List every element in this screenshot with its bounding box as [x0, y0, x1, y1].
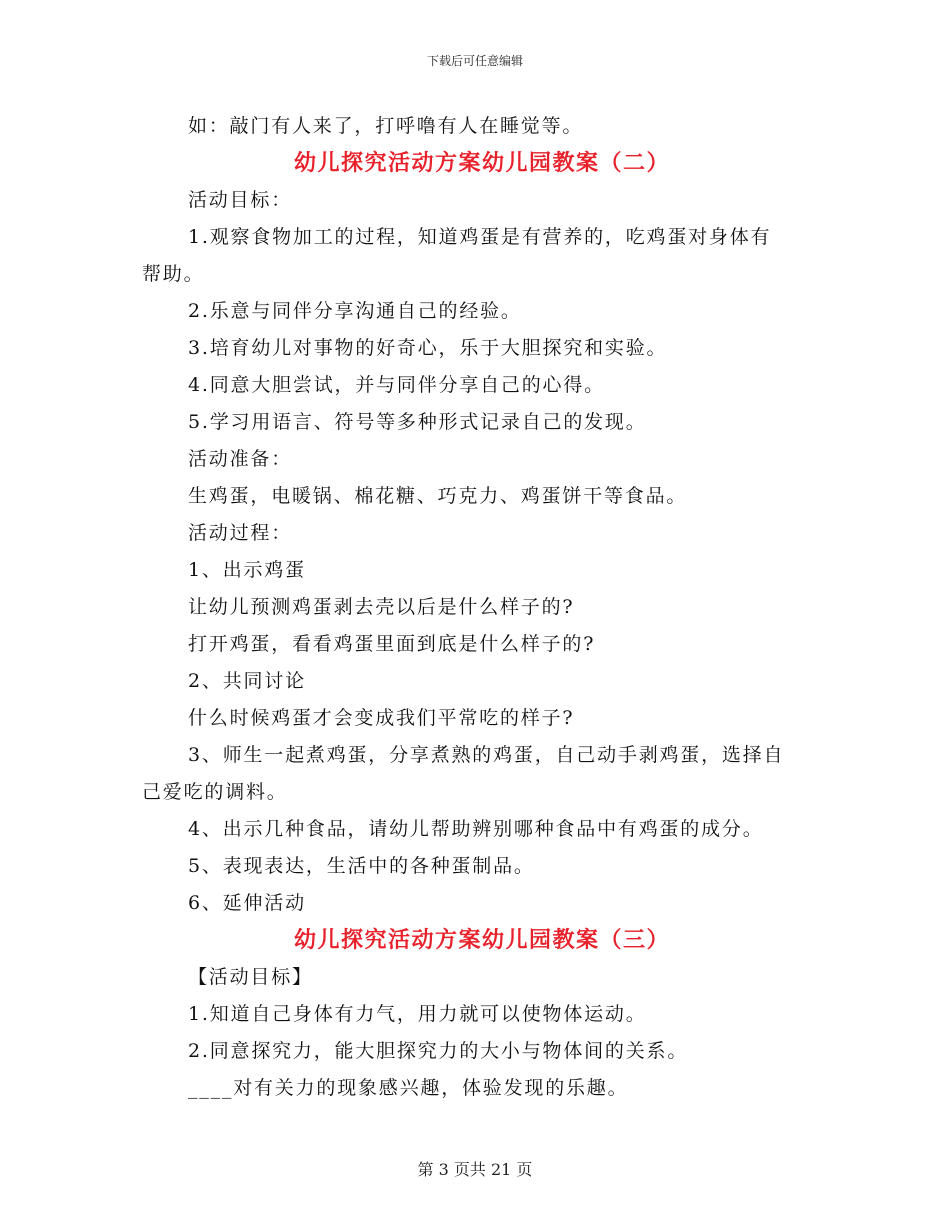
paragraph-line: 6、延伸活动 [188, 892, 306, 914]
paragraph-line: 己爱吃的调料。 [142, 781, 288, 803]
paragraph-line: 4、出示几种食品，请幼儿帮助辨别哪种食品中有鸡蛋的成分。 [188, 818, 764, 840]
paragraph-line: 什么时候鸡蛋才会变成我们平常吃的样子? [188, 707, 575, 729]
paragraph-line: 活动目标： [188, 189, 293, 211]
paragraph-line: 1、出示鸡蛋 [188, 559, 306, 581]
paragraph-line: 5、表现表达，生活中的各种蛋制品。 [188, 855, 535, 877]
paragraph-line: 3、师生一起煮鸡蛋，分享煮熟的鸡蛋，自己动手剥鸡蛋，选择自 [188, 744, 785, 766]
paragraph-line: 2.乐意与同伴分享沟通自己的经验。 [188, 300, 522, 322]
paragraph-line: 打开鸡蛋，看看鸡蛋里面到底是什么样子的? [188, 633, 596, 655]
section-heading: 幼儿探究活动方案幼儿园教案（二） [293, 150, 670, 176]
paragraph-line: 1.知道自己身体有力气，用力就可以使物体运动。 [188, 1003, 647, 1025]
paragraph-line: 让幼儿预测鸡蛋剥去壳以后是什么样子的? [188, 596, 575, 618]
paragraph-line: 活动准备： [188, 448, 293, 470]
paragraph-line: ____对有关力的现象感兴趣，体验发现的乐趣。 [188, 1077, 629, 1099]
document-body [142, 108, 822, 1107]
paragraph-line: 生鸡蛋，电暖锅、棉花糖、巧克力、鸡蛋饼干等食品。 [188, 485, 688, 507]
paragraph-line: 1.观察食物加工的过程，知道鸡蛋是有营养的，吃鸡蛋对身体有 [188, 226, 772, 248]
section-heading: 幼儿探究活动方案幼儿园教案（三） [293, 927, 670, 953]
paragraph-line: 帮助。 [142, 263, 205, 285]
paragraph-line: 活动过程： [188, 522, 293, 544]
paragraph-line: 4.同意大胆尝试，并与同伴分享自己的心得。 [188, 374, 605, 396]
paragraph-line: 2.同意探究力，能大胆探究力的大小与物体间的关系。 [188, 1040, 689, 1062]
paragraph-line: 如：敲门有人来了，打呼噜有人在睡觉等。 [188, 115, 584, 137]
page-footer: 第 3 页共 21 页 [417, 1160, 533, 1179]
page-header: 下载后可任意编辑 [426, 54, 523, 68]
paragraph-line: 5.学习用语言、符号等多种形式记录自己的发现。 [188, 411, 647, 433]
paragraph-line: 3.培育幼儿对事物的好奇心，乐于大胆探究和实验。 [188, 337, 668, 359]
paragraph-line: 2、共同讨论 [188, 670, 306, 692]
paragraph-line: 【活动目标】 [188, 966, 313, 988]
